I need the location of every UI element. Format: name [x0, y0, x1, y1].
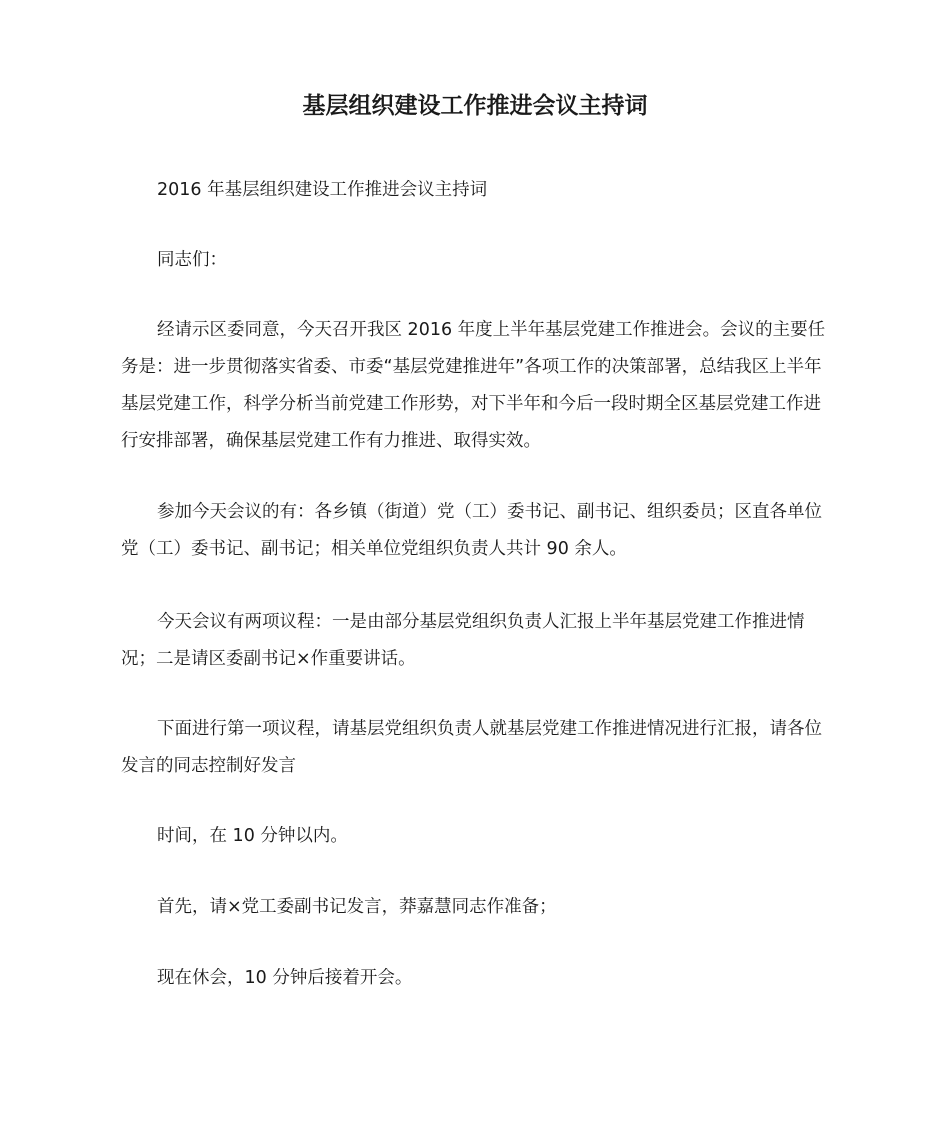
first-item-paragraph: 下面进行第一项议程，请基层党组织负责人就基层党建工作推进情况进行汇报，请各位发言的同志控制好发言 [121, 719, 822, 776]
intro-paragraph: 经请示区委同意，今天召开我区 2016 年度上半年基层党建工作推进会。会议的主要任务是：进一步贯彻落实省委、市委“基层党建推进年”各项工作的决策部署，总结我区上半年基层党建工作，科学分析当前党建工作形势，对下半年和今后一段时期全区基层党建工作进行安排部署，确保基层党建工作有力推进、取得实效。 [121, 320, 826, 451]
agenda-paragraph: 今天会议有两项议程：一是由部分基层党组织负责人汇报上半年基层党建工作推进情况；二是请区委副书记×作重要讲话。 [121, 612, 805, 669]
break-paragraph: 现在休会，10 分钟后接着开会。 [157, 968, 413, 988]
attendees-paragraph: 参加今天会议的有：各乡镇（街道）党（工）委书记、副书记、组织委员；区直各单位党（工）委书记、副书记；相关单位党组织负责人共计 90 余人。 [121, 502, 822, 559]
first-speaker-paragraph: 首先，请×党工委副书记发言，莽嘉慧同志作准备； [157, 897, 557, 917]
subtitle-paragraph: 2016 年基层组织建设工作推进会议主持词 [157, 180, 488, 200]
document-title: 基层组织建设工作推进会议主持词 [302, 93, 648, 119]
greeting-paragraph: 同志们： [157, 250, 227, 270]
time-paragraph: 时间，在 10 分钟以内。 [157, 826, 348, 846]
